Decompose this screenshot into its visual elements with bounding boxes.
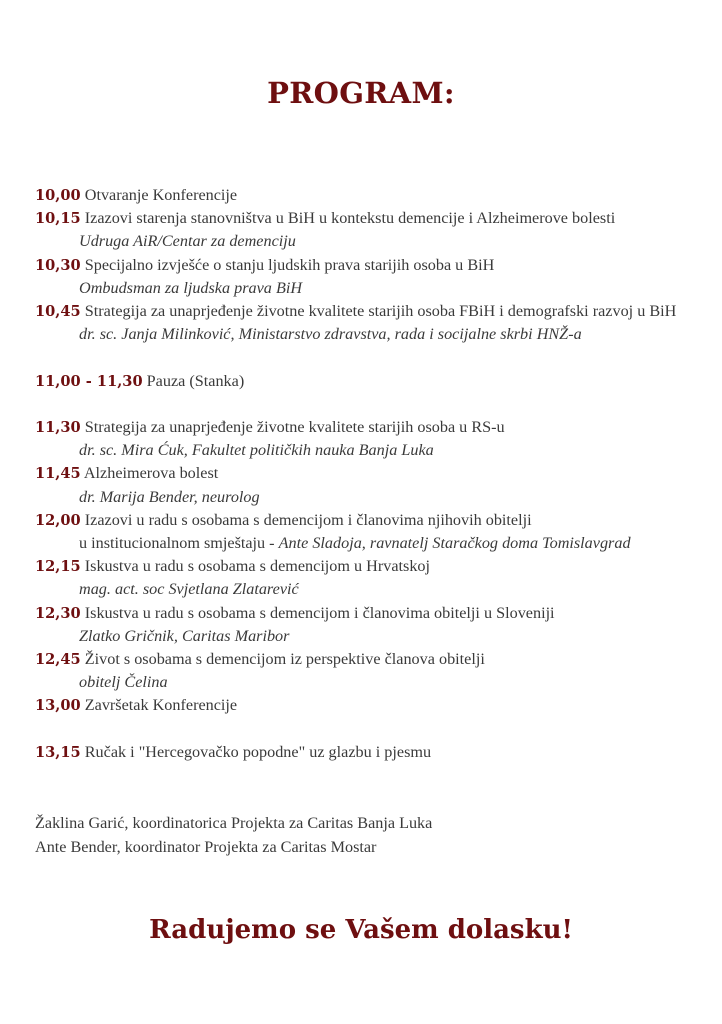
page-title: PROGRAM: <box>267 76 455 110</box>
program-list <box>35 184 705 764</box>
item-text: Pauza (Stanka) <box>146 371 245 390</box>
coordinator-line: Ante Bender, koordinator Projekta za Caritas Mostar <box>35 837 377 856</box>
item-time: 10,30 <box>35 256 81 274</box>
item-time: 10,15 <box>35 210 81 228</box>
program-item <box>35 416 705 439</box>
item-time: 12,30 <box>35 604 81 622</box>
coordinator-line: Žaklina Garić, koordinatorica Projekta za Caritas Banja Luka <box>35 814 433 832</box>
program-item <box>35 184 705 207</box>
item-time: 10,00 <box>35 187 81 204</box>
item-speaker: dr. Marija Bender, neurolog <box>79 487 260 506</box>
item-speaker: Ombudsman za ljudska prava BiH <box>79 278 303 297</box>
item-speaker: obitelj Čelina <box>79 673 168 692</box>
program-item <box>35 462 705 485</box>
item-text: Strategija za unaprjeđenje životne kvalitete starijih osoba FBiH i demografski razvoj u BiH <box>84 302 677 321</box>
program-item <box>35 370 705 393</box>
item-continuation-line <box>35 532 705 555</box>
program-item <box>35 254 705 277</box>
item-time: 11,30 <box>35 419 81 436</box>
item-text: Život s osobama s demencijom iz perspektive članova obitelji <box>84 650 485 669</box>
program-item <box>35 555 705 578</box>
item-text: Iskustva u radu s osobama s demencijom u Hrvatskoj <box>84 557 431 576</box>
item-speaker: mag. act. soc Svjetlana Zlatarević <box>79 580 299 599</box>
program-item <box>35 300 705 323</box>
coordinators <box>35 812 432 859</box>
spacer <box>35 346 705 369</box>
item-time: 13,15 <box>35 743 81 761</box>
item-time: 10,45 <box>35 303 81 321</box>
item-text: Završetak Konferencije <box>84 696 238 715</box>
item-text: Izazovi u radu s osobama s demencijom i članovima njihovih obitelji <box>84 510 532 529</box>
item-text: Izazovi starenja stanovništva u BiH u kontekstu demencije i Alzheimerove bolesti <box>84 209 616 228</box>
program-item <box>35 207 705 230</box>
item-speaker: dr. sc. Janja Milinković, Ministarstvo zdravstva, rada i socijalne skrbi HNŽ-a <box>79 325 582 344</box>
item-text: Strategija za unaprjeđenje životne kvalitete starijih osoba u RS-u <box>84 418 505 436</box>
closing-message: Radujemo se Vašem dolasku! <box>149 915 573 945</box>
program-item <box>35 694 705 717</box>
item-text: Iskustva u radu s osobama s demencijom i članovima obitelji u Sloveniji <box>84 603 555 622</box>
item-time: 12,45 <box>35 651 81 669</box>
program-item <box>35 741 705 764</box>
spacer <box>35 393 705 416</box>
item-speaker: dr. sc. Mira Ćuk, Fakultet političkih nauka Banja Luka <box>79 441 434 460</box>
item-text: Specijalno izvješće o stanju ljudskih prava starijih osoba u BiH <box>84 255 495 274</box>
item-time: 11,00 - 11,30 <box>35 372 143 390</box>
item-text: Alzheimerova bolest <box>83 464 219 483</box>
item-time: 12,00 <box>35 511 81 529</box>
item-continuation: u institucionalnom smještaju - <box>79 534 279 553</box>
item-time: 12,15 <box>35 558 81 576</box>
item-text: Otvaranje Konferencije <box>84 186 238 204</box>
spacer <box>35 718 705 741</box>
item-speaker: Ante Sladoja, ravnatelj Staračkog doma Tomislavgrad <box>278 534 631 553</box>
item-text: Ručak i "Hercegovačko popodne" uz glazbu i pjesmu <box>84 742 432 761</box>
program-item <box>35 648 705 671</box>
item-time: 13,00 <box>35 697 81 715</box>
item-speaker: Zlatko Gričnik, Caritas Maribor <box>79 626 290 645</box>
item-time: 11,45 <box>35 465 81 483</box>
program-item <box>35 602 705 625</box>
program-item <box>35 509 705 532</box>
item-speaker: Udruga AiR/Centar za demenciju <box>79 232 296 251</box>
